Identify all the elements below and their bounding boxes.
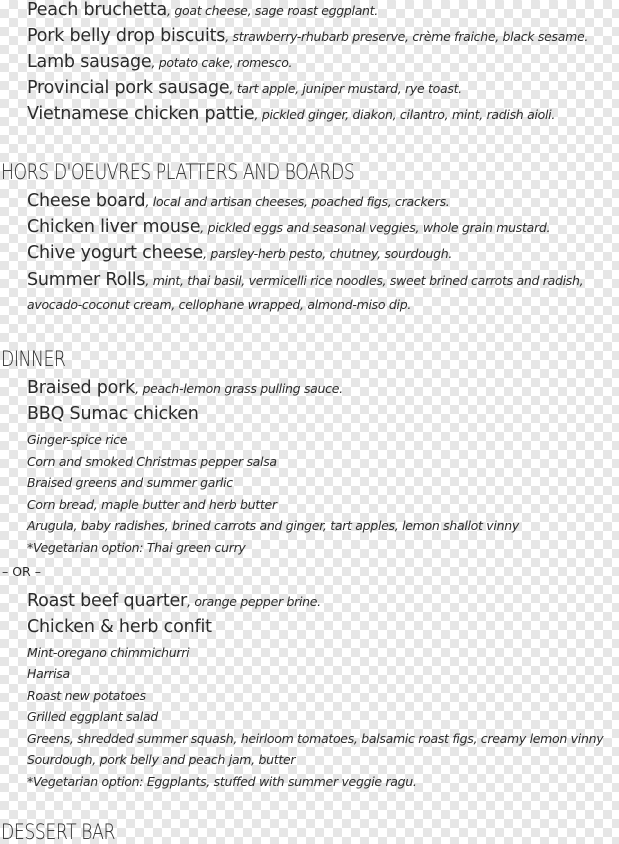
item-description: , potato cake, romesco.	[151, 55, 293, 70]
menu-item	[27, 193, 449, 211]
menu-item	[27, 54, 292, 72]
side-dish: Ginger-spice rice	[27, 432, 128, 447]
vegetarian-option: *Vegetarian option: Thai green curry	[27, 540, 246, 555]
side-dish: Braised greens and summer garlic	[27, 475, 233, 490]
menu-item	[27, 28, 588, 46]
menu-item	[27, 219, 550, 237]
side-dish: Roast new potatoes	[27, 688, 146, 703]
side-dish: Greens, shredded summer squash, heirloom tomatoes, balsamic roast figs, creamy lemon vinny	[27, 731, 604, 746]
item-name: Provincial pork sausage	[27, 78, 230, 98]
item-name: BBQ Sumac chicken	[27, 404, 199, 424]
item-description: , pickled eggs and seasonal veggies, whole grain mustard.	[200, 220, 551, 235]
item-description: , goat cheese, sage roast eggplant.	[167, 3, 378, 18]
item-description: , strawberry-rhubarb preserve, crème fraiche, black sesame.	[225, 29, 589, 44]
item-name: Lamb sausage	[27, 52, 152, 72]
item-name: Chicken liver mouse	[27, 217, 201, 237]
section-heading-dessert: DESSERT BAR	[1, 820, 116, 844]
item-description: , parsley-herb pesto, chutney, sourdough.	[203, 246, 453, 261]
item-name: Braised pork	[27, 378, 136, 398]
item-name: Summer Rolls	[27, 270, 146, 290]
side-dish: Corn bread, maple butter and herb butter	[27, 497, 277, 512]
section-heading-platters: HORS D'OEUVRES PLATTERS AND BOARDS	[1, 160, 355, 184]
item-description: , orange pepper brine.	[187, 594, 321, 609]
item-description: , peach-lemon grass pulling sauce.	[135, 381, 343, 396]
item-description: , mint, thai basil, vermicelli rice noodles, sweet brined carrots and radish, avocado-coconut cream, cellophane wrapped, almond-miso dip.	[27, 273, 584, 312]
menu-item	[27, 80, 462, 98]
item-name: Pork belly drop biscuits	[27, 26, 226, 46]
or-separator: – OR –	[2, 564, 41, 579]
side-dish: Corn and smoked Christmas pepper salsa	[27, 454, 277, 469]
item-name: Roast beef quarter	[27, 591, 188, 611]
item-name: Chive yogurt cheese	[27, 243, 204, 263]
menu-item	[27, 619, 212, 637]
item-description: , tart apple, juniper mustard, rye toast.	[229, 81, 462, 96]
menu-item	[27, 2, 378, 20]
item-name: Peach bruchetta	[27, 0, 168, 20]
side-dish: Sourdough, pork belly and peach jam, butter	[27, 752, 296, 767]
item-name: Chicken & herb confit	[27, 617, 212, 637]
item-description: , local and artisan cheeses, poached figs, crackers.	[145, 194, 450, 209]
menu-item	[27, 268, 617, 317]
menu-item	[27, 380, 343, 398]
menu-item	[27, 245, 452, 263]
menu-item	[27, 593, 321, 611]
side-dish: Mint-oregano chimmichurri	[27, 645, 190, 660]
side-dish: Arugula, baby radishes, brined carrots and ginger, tart apples, lemon shallot vinny	[27, 518, 519, 533]
item-name: Vietnamese chicken pattie	[27, 104, 255, 124]
item-name: Cheese board	[27, 191, 146, 211]
side-dish: Grilled eggplant salad	[27, 709, 158, 724]
menu-item	[27, 106, 555, 124]
menu-item	[27, 406, 199, 424]
side-dish: Harrisa	[27, 666, 70, 681]
vegetarian-option: *Vegetarian option: Eggplants, stuffed with summer veggie ragu.	[27, 774, 417, 789]
item-description: , pickled ginger, diakon, cilantro, mint, radish aioli.	[254, 107, 555, 122]
section-heading-dinner: DINNER	[1, 347, 66, 371]
